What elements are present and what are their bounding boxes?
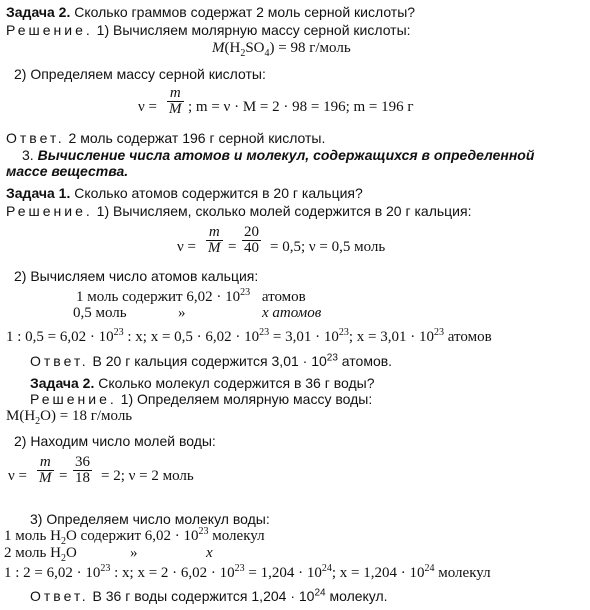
solution-label: Решение. [6,22,93,38]
proportion-row: 1 моль $H_2O$ содержит $6,02 \cdot 10^{23}$ молекул [4,526,265,547]
answer-line [6,130,325,146]
ditto-mark: » [130,545,138,561]
proportion-row: 1 моль содержит $6,02 \cdot 10^{23}$ атомов [76,287,306,305]
proportion-x: x [206,545,213,561]
proportion-x: x атомов [262,305,322,321]
task-line: Задача 2. Сколько молекул содержится в 36 г воды? [30,375,375,391]
task-text: Сколько граммов содержат 2 моль серной кислоты? [74,4,416,20]
task-line: Задача 1. Сколько атомов содержится в 20 г кальция? [6,185,363,201]
proportion-calc: 1 : $0,5 = 6,02 \cdot 10^{23}$ : x; $x = 0,5 \cdot 6,02 \cdot 10^{23} = 3,01 \cdot 10^{23}$; $x = 3,01 \cdot 10^{23}$ атомов [6,327,492,345]
step-line: 2) Находим число молей воды: [14,433,216,449]
task-label: Задача 2. [6,4,71,20]
solution-line: Решение. 1) Определяем молярную массу воды: [30,391,373,407]
formula-calc: ; m = ν · M = 2 · 98 = 196; m = 196 г [188,99,414,115]
solution-step: 1) Вычисляем молярную массу серной кислоты: [96,22,411,38]
answer-line: Ответ. В 20 г кальция содержится $3,01 \cdot 10^{23}$ атомов. [30,352,393,369]
formula-line: $M(H_2SO_4) = 98$ г/моль [212,40,351,59]
formula-nu: ν = [177,239,196,255]
ditto-mark: » [178,305,186,321]
formula-nu: ν = [138,99,157,115]
fraction: $\frac{m}{M}$ [39,454,52,486]
proportion-row: 2 моль $H_2O$ [4,545,77,564]
fraction: $\frac{m}{M}$ [169,85,182,117]
section-heading: 3. Вычисление числа атомов и молекул, содержащихся в определенной [22,147,535,163]
task-line [6,4,415,20]
answer-text: 2 моль содержат 196 г серной кислоты. [68,130,326,146]
step-line: 2) Вычисляем число атомов кальция: [14,268,259,284]
section-heading-cont: массе вещества. [6,163,129,179]
solution-line: Решение. 1) Вычисляем, сколько молей содержится в 20 г кальция: [6,203,472,219]
fraction: $\frac{36}{18}$ [75,454,90,486]
proportion-row: 0,5 моль [73,305,127,321]
formula-eq: = [228,239,237,255]
fraction: $\frac{m}{M}$ [208,224,221,256]
step-line: 3) Определяем число молекул воды: [30,511,270,527]
step-line: 2) Определяем массу серной кислоты: [14,66,266,82]
proportion-calc: 1 : $2 = 6,02 \cdot 10^{23}$ : x; $x = 2 \cdot 6,02 \cdot 10^{23} = 1,204 \cdot 10^{24}$; $x = 1,204 \cdot 10^{24}$ молекул [4,563,491,581]
fraction: $\frac{20}{40}$ [244,224,259,256]
formula-result: = 2; ν = 2 моль [101,468,194,484]
formula-nu: ν = [8,468,27,484]
answer-line: Ответ. В 36 г воды содержится $1,204 \cdot 10^{24}$ молекул. [30,587,388,604]
formula-result: = 0,5; ν = 0,5 моль [270,239,386,255]
answer-label: Ответ. [6,130,65,146]
formula-eq: = [59,468,68,484]
solution-line [6,22,411,38]
formula-line: $M(H_2O) = 18$ г/моль [6,408,133,427]
